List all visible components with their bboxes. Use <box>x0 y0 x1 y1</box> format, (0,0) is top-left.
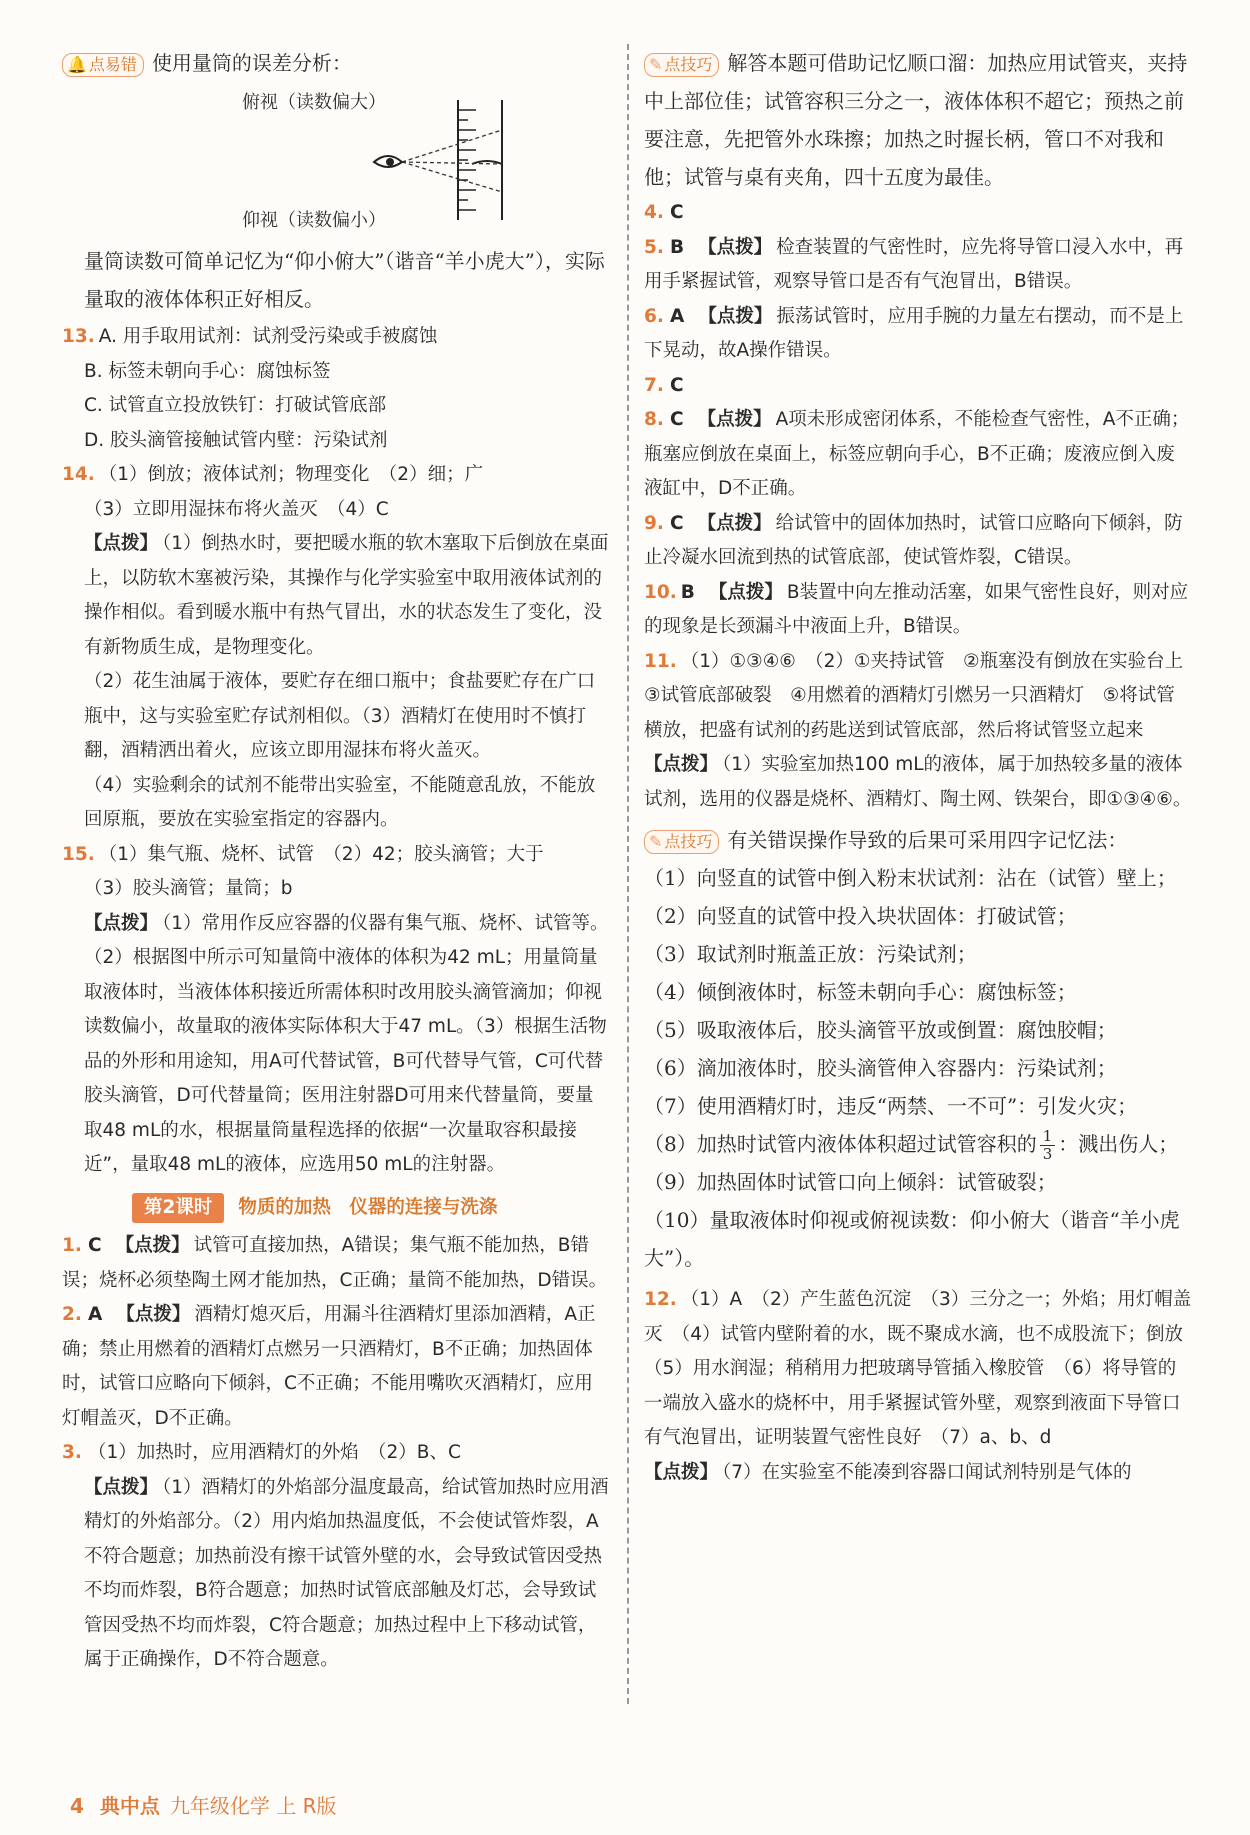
s3-explain: （1）酒精灯的外焰部分温度最高，给试管加热时应用酒精灯的外焰部分。（2）用内焰加热温度低，不会使试管炸裂，A不符合题意；加热前没有擦干试管外壁的水，会导致试管因受热不均而炸裂，B符合题意；加热时试管底部触及灯芯，会导致试管因受热不均而炸裂，C符合题意；加热过程中上下移动试管，属于正确操作，D不符合题意。 <box>84 1476 609 1670</box>
q14-answer: （3）立即用湿抹布将火盖灭 （4）C <box>84 498 389 520</box>
r-question-6 <box>644 300 1192 369</box>
list-item: （6）滴加液体时，胶头滴管伸入容器内：污染试剂； <box>644 1056 1117 1080</box>
tip-text: 解答本题可借助记忆顺口溜：加热应用试管夹，夹持中上部位佳；试管容积三分之一，液体体积不超它；预热之前要注意，先把管外水珠擦；加热之时握长柄，管口不对我和他；试管与桌有夹角，四十五度为最佳。 <box>644 51 1188 189</box>
error-list <box>644 859 1192 1277</box>
r-question-11 <box>644 645 1202 818</box>
r10-num: 10. <box>644 581 677 603</box>
question-14 <box>62 458 610 838</box>
dianbo-label: 【点拨】 <box>644 1461 719 1483</box>
dianbo-label: 【点拨】 <box>84 533 159 554</box>
r12-explain: （7）在实验室不能凑到容器口闻试剂特别是气体的 <box>722 1461 1132 1483</box>
list-item: （7）使用酒精灯时，违反“两禁、一不可”：引发火灾； <box>644 1094 1138 1118</box>
r10-answer: B <box>680 581 695 603</box>
r6-explain: 振荡试管时，应用手腕的力量左右摆动，而不是上下晃动，故A操作错误。 <box>644 305 1184 361</box>
item8-text: ：溅出伤人； <box>1058 1132 1179 1156</box>
s3-answer: （1）加热时，应用酒精灯的外焰 （2）B、C <box>88 1442 461 1463</box>
bell-icon: 🔔 <box>67 55 87 74</box>
error-tip <box>62 44 610 82</box>
r-question-5 <box>644 231 1192 300</box>
tip-four-char <box>644 821 1192 859</box>
r11-num: 11. <box>644 650 677 672</box>
r-question-10 <box>644 576 1192 645</box>
s3-num: 3. <box>62 1442 82 1463</box>
r10-explain: B装置中向左推动活塞，如果气密性良好，则对应的现象是长颈漏斗中液面上升，B错误。 <box>644 581 1189 637</box>
r8-answer: C <box>670 409 684 430</box>
dianbo-label: 【点拨】 <box>84 912 159 934</box>
item8-text: （8）加热时试管内液体体积超过试管容积的 <box>644 1132 1037 1156</box>
error-tip-tag: 🔔 点易错 <box>62 53 144 77</box>
page-number: 4 <box>70 1794 84 1818</box>
r4-answer: C <box>670 202 684 223</box>
r5-explain: 检查装置的气密性时，应先将导管口浸入水中，再用手紧握试管，观察导管口是否有气泡冒出，B错误。 <box>644 236 1184 292</box>
q14-num: 14. <box>62 464 95 485</box>
book-title: 九年级化学 上 R版 <box>169 1794 337 1818</box>
s2-answer: A <box>88 1304 103 1325</box>
question-15 <box>62 838 610 1183</box>
right-column <box>644 44 1202 1490</box>
list-item: （5）吸取液体后，胶头滴管平放或倒置：腐蚀胶帽； <box>644 1018 1117 1042</box>
s-question-2 <box>62 1298 610 1436</box>
r5-num: 5. <box>644 236 664 258</box>
dianbo-label: 【点拨】 <box>116 1304 191 1325</box>
page-footer <box>70 1790 337 1819</box>
list-item: （3）取试剂时瓶盖正放：污染试剂； <box>644 942 977 966</box>
s-question-3 <box>62 1436 610 1678</box>
r9-answer: C <box>670 512 684 534</box>
r12-answer: （1）A （2）产生蓝色沉淀 （3）三分之一；外焰；用灯帽盖灭 （4）试管内壁附着的水，既不聚成水滴，也不成股流下；倒放 （5）用水润湿；稍稍用力把玻璃导管插入橡胶管 （6）将导管的一端放入盛水的烧杯中，用手紧握试管外壁，观察到液面下导管口有气泡冒出，证明装置气密性良好 （7）a、b、d <box>644 1289 1202 1448</box>
dianbo-label: 【点拨】 <box>698 305 773 327</box>
pencil-icon: ✎ <box>649 832 663 851</box>
q14-explain: （2）花生油属于液体，要贮存在细口瓶中；食盐要贮存在广口瓶中，这与实验室贮存试剂相似。（3）酒精灯在使用时不慎打翻，酒精洒出着火，应该立即用湿抹布将火盖灭。 <box>84 671 596 761</box>
r6-num: 6. <box>644 305 664 327</box>
s-question-1 <box>62 1229 610 1298</box>
dianbo-label: 【点拨】 <box>697 409 772 430</box>
tip-mnemonic <box>644 44 1192 196</box>
r-question-4 <box>644 196 1192 231</box>
q15-explain: （1）常用作反应容器的仪器有集气瓶、烧杯、试管等。（2）根据图中所示可知量筒中液体的体积为42 mL；用量筒量取液体时，当液体体积接近所需体积时改用胶头滴管滴加；仰视读数偏小，故量取的液体实际体积大于47 mL。（3）根据生活物品的外形和用途知，用A可代替试管，B可代替导气管，C可代替胶头滴管，D可代替量筒；医用注射器D可用来代替量筒，要量取48 mL的水，根据量筒量程选择的依据“一次量取容积最接近”，量取48 mL的液体，应选用50 mL的注射器。 <box>84 912 609 1175</box>
dianbo-label: 【点拨】 <box>698 236 773 258</box>
fraction-denominator: 3 <box>1042 1145 1053 1163</box>
section-header <box>132 1191 610 1226</box>
q15-num: 15. <box>62 843 95 865</box>
r4-num: 4. <box>644 202 664 223</box>
r6-answer: A <box>670 305 685 327</box>
dianbo-label: 【点拨】 <box>644 754 719 775</box>
r7-num: 7. <box>644 374 664 396</box>
tip-tag: ✎ 点技巧 <box>644 53 719 77</box>
dianbo-label: 【点拨】 <box>84 1476 159 1498</box>
list-item: （10）量取液体时仰视或俯视读数：仰小俯大（谐音“羊小虎大”）。 <box>644 1208 1180 1270</box>
s2-explain: 酒精灯熄灭后，用漏斗往酒精灯里添加酒精，A正确；禁止用燃着的酒精灯点燃另一只酒精灯，B不正确；加热固体时，试管口应略向下倾斜，C不正确；不能用嘴吹灭酒精灯，应用灯帽盖灭，D不正确。 <box>62 1304 596 1429</box>
q14-explain: （4）实验剩余的试剂不能带出实验室，不能随意乱放，不能放回原瓶，要放在实验室指定的容器内。 <box>84 774 596 830</box>
section-title: 物质的加热 仪器的连接与洗涤 <box>238 1196 498 1218</box>
dianbo-label: 【点拨】 <box>708 581 783 603</box>
column-divider <box>627 44 629 1704</box>
r11-answer: （1）①③④⑥ （2）①夹持试管 ②瓶塞没有倒放在实验台上 ③试管底部破裂 ④用燃着的酒精灯引燃另一只酒精灯 ⑤将试管横放，把盛有试剂的药匙送到试管底部，然后将试管竖立起来 <box>644 650 1202 741</box>
r-question-8 <box>644 403 1192 507</box>
s1-num: 1. <box>62 1235 82 1256</box>
error-tip-text: 使用量筒的误差分析： <box>151 51 352 75</box>
r5-answer: B <box>670 236 685 258</box>
list-item <box>644 1125 1192 1163</box>
q13-num: 13. <box>62 326 95 347</box>
r8-explain: A项未形成密闭体系，不能检查气密性，A不正确；瓶塞应倒放在桌面上，标签应朝向手心，B不正确；废液应倒入废液缸中，D不正确。 <box>644 409 1190 499</box>
lesson-badge: 第2课时 <box>132 1193 224 1223</box>
r11-explain: （1）实验室加热100 mL的液体，属于加热较多量的液体试剂，选用的仪器是烧杯、酒精灯、陶土网、铁架台，即①③④⑥。 <box>644 754 1192 810</box>
q13-line: B. 标签未朝向手心：腐蚀标签 <box>84 360 331 382</box>
r12-num: 12. <box>644 1289 677 1310</box>
question-13 <box>62 320 610 458</box>
s1-explain: 试管可直接加热，A错误；集气瓶不能加热，B错误；烧杯必须垫陶土网才能加热，C正确；量筒不能加热，D错误。 <box>62 1235 608 1291</box>
r-question-9 <box>644 507 1192 576</box>
s2-num: 2. <box>62 1304 82 1325</box>
list-item: （1）向竖直的试管中倒入粉末状试剂：沾在（试管）壁上； <box>644 866 1177 890</box>
fraction-numerator: 1 <box>1040 1128 1056 1146</box>
memo-text: 量筒读数可简单记忆为“仰小俯大”（谐音“羊小虎大”），实际量取的液体体积正好相反。 <box>84 249 605 311</box>
dianbo-label: 【点拨】 <box>697 512 772 534</box>
diagram-top-label: 俯视（读数偏大） <box>242 92 386 113</box>
q13-line: D. 胶头滴管接触试管内壁：污染试剂 <box>84 429 388 451</box>
r9-num: 9. <box>644 512 664 534</box>
r9-explain: 给试管中的固体加热时，试管口应略向下倾斜，防止冷凝水回流到热的试管底部，使试管炸裂，C错误。 <box>644 512 1183 568</box>
brand-logo: 典中点 <box>99 1794 160 1818</box>
q15-answer: （3）胶头滴管；量筒；b <box>84 878 293 899</box>
q14-explain: （1）倒热水时，要把暖水瓶的软木塞取下后倒放在桌面上，以防软木塞被污染，其操作与化学实验室中取用液体试剂的操作相似。看到暖水瓶中有热气冒出，水的状态发生了变化，没有新物质生成，是物理变化。 <box>84 533 609 658</box>
cylinder-diagram <box>172 86 610 236</box>
pencil-icon: ✎ <box>649 55 663 74</box>
fraction <box>1040 1128 1056 1163</box>
list-item: （9）加热固体时试管口向上倾斜：试管破裂； <box>644 1170 1057 1194</box>
r-question-12 <box>644 1283 1202 1490</box>
diagram-bottom-label: 仰视（读数偏小） <box>242 210 386 231</box>
r8-num: 8. <box>644 409 664 430</box>
s1-answer: C <box>88 1235 102 1256</box>
list-item: （2）向竖直的试管中投入块状固体：打破试管； <box>644 904 1077 928</box>
q13-line: A. 用手取用试剂：试剂受污染或手被腐蚀 <box>98 326 438 347</box>
list-item: （4）倾倒液体时，标签未朝向手心：腐蚀标签； <box>644 980 1077 1004</box>
dianbo-label: 【点拨】 <box>115 1235 190 1256</box>
q14-answer: （1）倒放；液体试剂；物理变化 （2）细；广 <box>98 464 484 485</box>
q15-answer: （1）集气瓶、烧杯、试管 （2）42；胶头滴管；大于 <box>98 843 544 865</box>
r-question-7 <box>644 369 1192 404</box>
scale-ticks <box>458 110 476 210</box>
tip2-tag: ✎ 点技巧 <box>644 830 719 854</box>
r7-answer: C <box>670 374 684 396</box>
tip2-text: 有关错误操作导致的后果可采用四字记忆法： <box>727 828 1128 852</box>
q13-line: C. 试管直立投放铁钉：打破试管底部 <box>84 395 387 416</box>
left-column <box>62 44 610 1678</box>
